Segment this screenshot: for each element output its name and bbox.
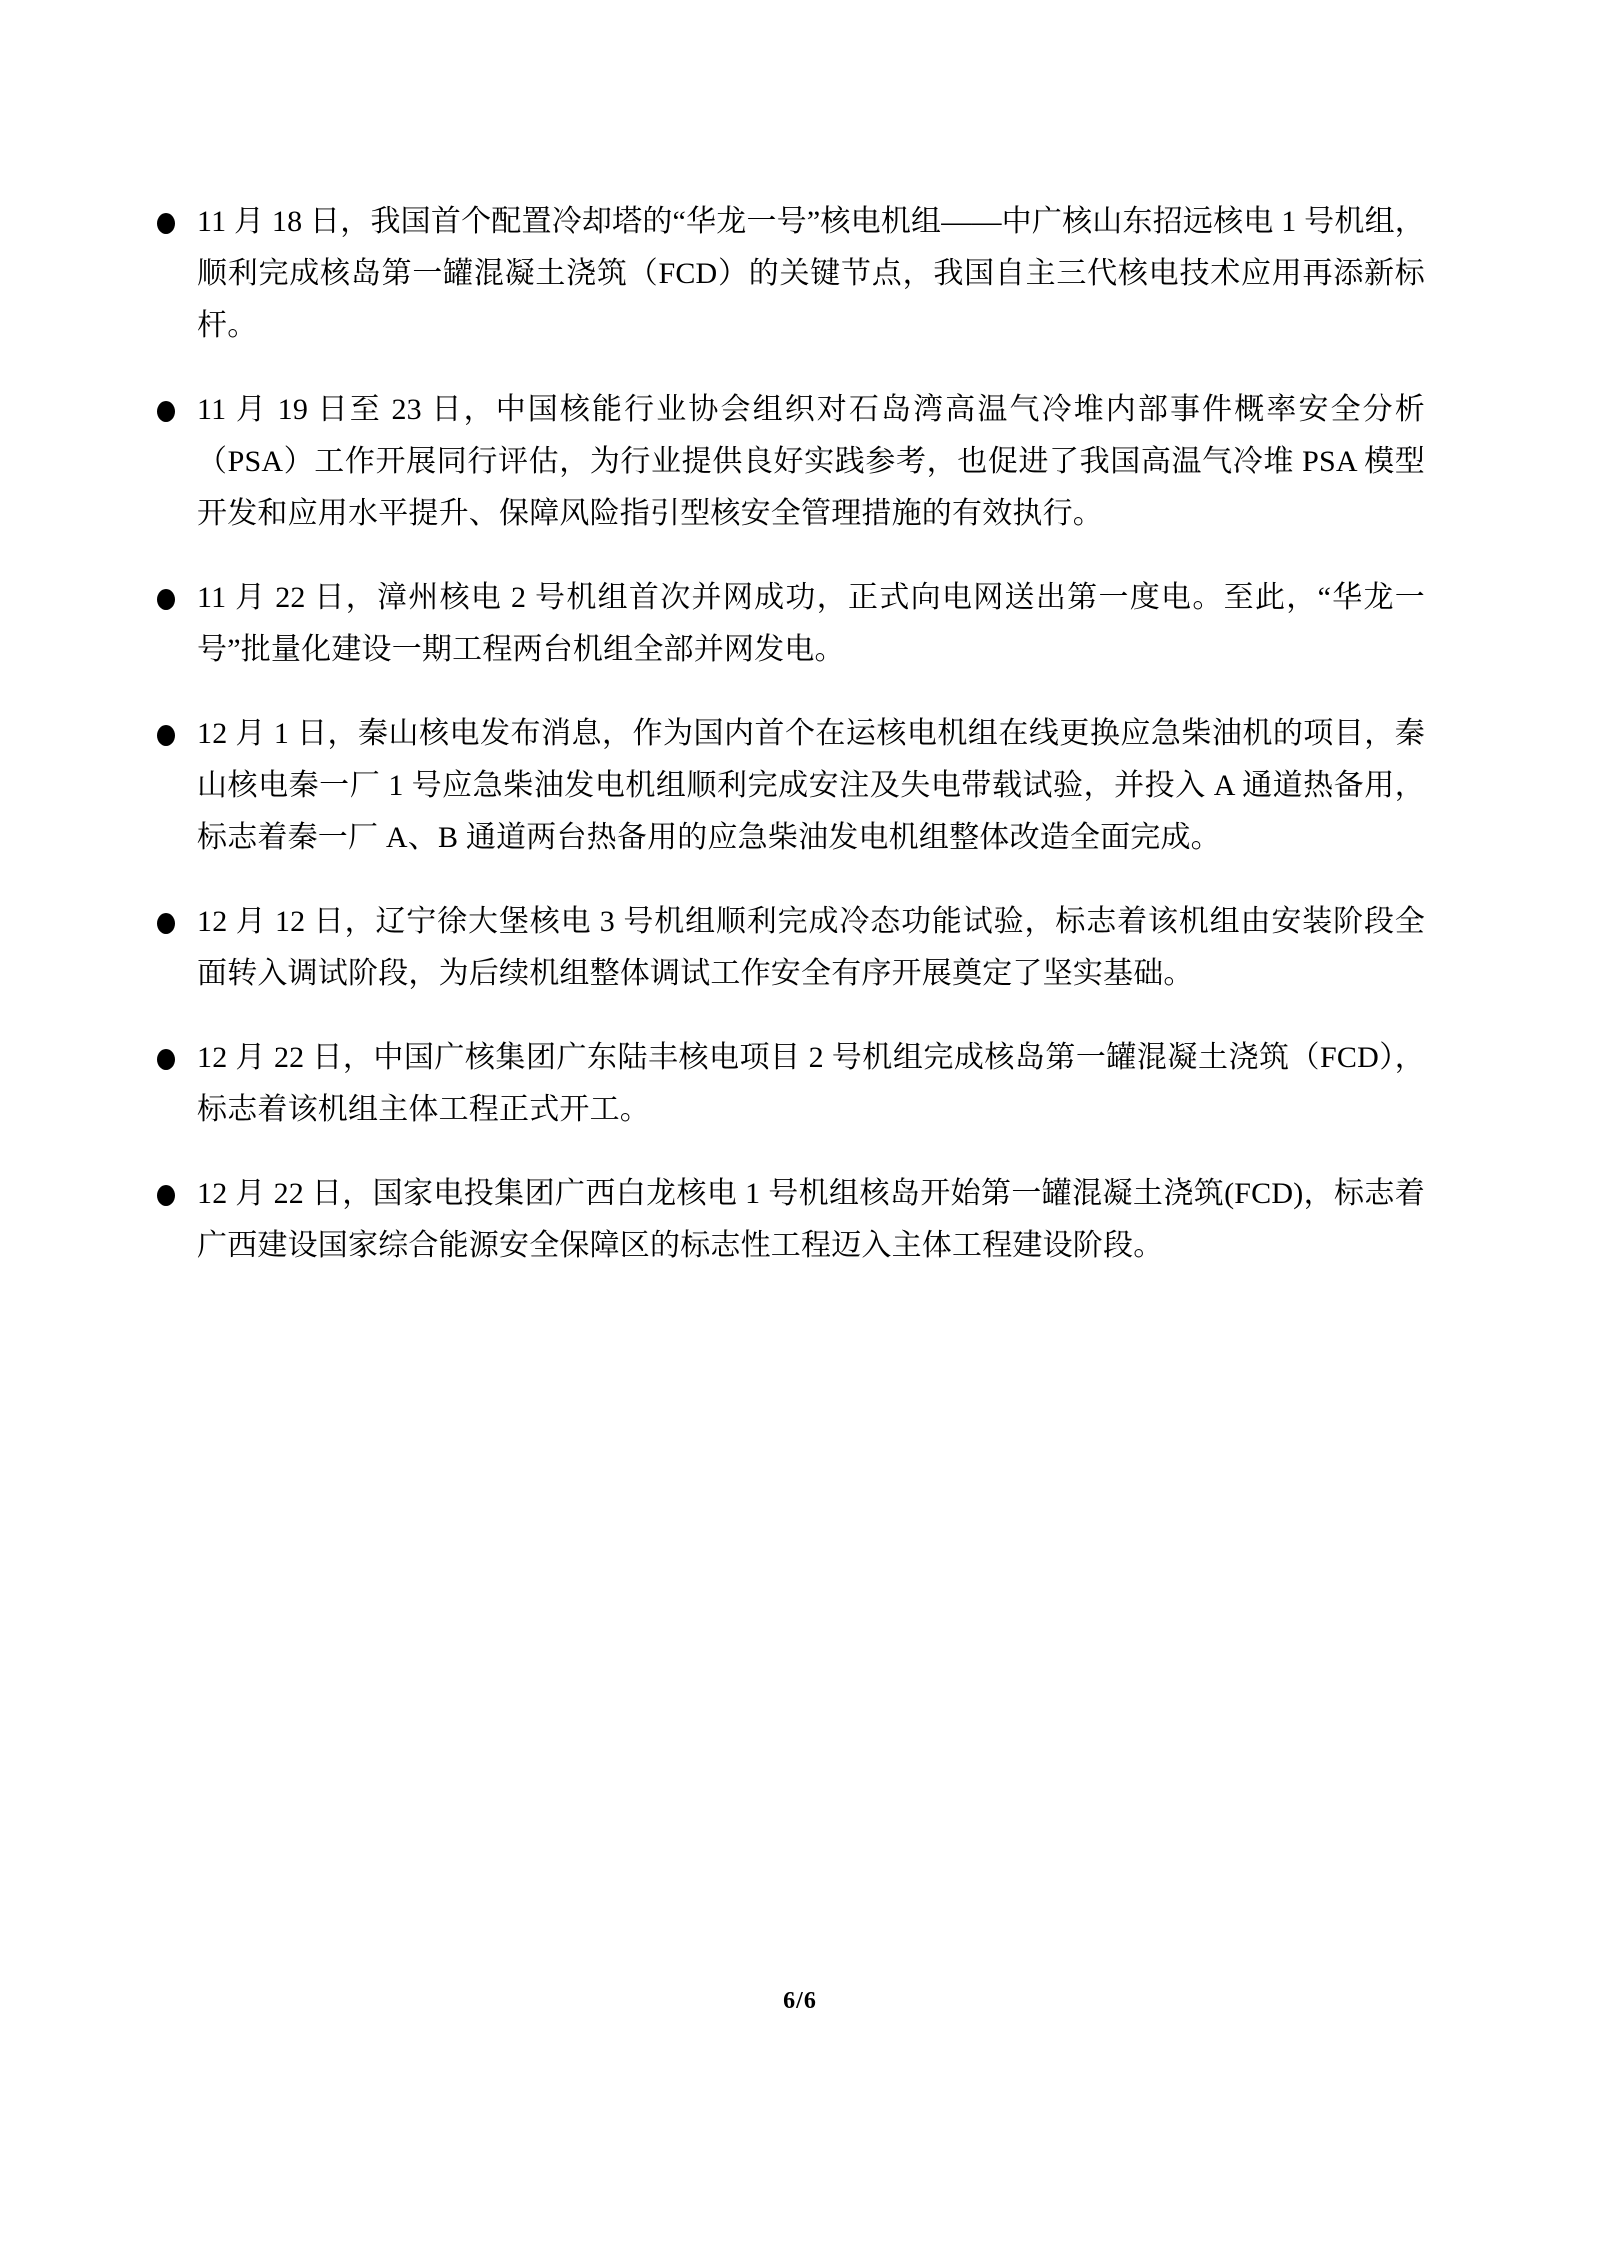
- list-item: [197, 196, 1425, 352]
- bullet-icon: [157, 589, 175, 610]
- list-item: [197, 708, 1425, 864]
- bullet-icon: [157, 725, 175, 746]
- bullet-text: 12 月 22 日，国家电投集团广西白龙核电 1 号机组核岛开始第一罐混凝土浇筑(FCD)，标志着广西建设国家综合能源安全保障区的标志性工程迈入主体工程建设阶段。: [197, 1177, 1425, 1262]
- list-item: [197, 572, 1425, 676]
- bullet-text: 11 月 18 日，我国首个配置冷却塔的“华龙一号”核电机组——中广核山东招远核电 1 号机组，顺利完成核岛第一罐混凝土浇筑（FCD）的关键节点，我国自主三代核电技术应用再添新标杆。: [197, 205, 1425, 342]
- list-item: [197, 896, 1425, 1000]
- list-item: [197, 1168, 1425, 1272]
- bullet-list: [197, 196, 1425, 1304]
- bullet-icon: [157, 1049, 175, 1070]
- bullet-text: 12 月 1 日，秦山核电发布消息，作为国内首个在运核电机组在线更换应急柴油机的项目，秦山核电秦一厂 1 号应急柴油发电机组顺利完成安注及失电带载试验，并投入 A 通道热备用，标志着秦一厂 A、B 通道两台热备用的应急柴油发电机组整体改造全面完成。: [197, 717, 1425, 854]
- list-item: [197, 384, 1425, 540]
- page-number: 6/6: [783, 1988, 817, 2014]
- bullet-text: 11 月 19 日至 23 日，中国核能行业协会组织对石岛湾高温气冷堆内部事件概率安全分析（PSA）工作开展同行评估，为行业提供良好实践参考，也促进了我国高温气冷堆 PSA 模型开发和应用水平提升、保障风险指引型核安全管理措施的有效执行。: [197, 393, 1425, 530]
- page-footer: [0, 1988, 1600, 2015]
- bullet-text: 12 月 22 日，中国广核集团广东陆丰核电项目 2 号机组完成核岛第一罐混凝土浇筑（FCD），标志着该机组主体工程正式开工。: [197, 1041, 1425, 1126]
- bullet-text: 12 月 12 日，辽宁徐大堡核电 3 号机组顺利完成冷态功能试验，标志着该机组由安装阶段全面转入调试阶段，为后续机组整体调试工作安全有序开展奠定了坚实基础。: [197, 905, 1425, 990]
- bullet-icon: [157, 401, 175, 422]
- bullet-icon: [157, 1185, 175, 1206]
- bullet-text: 11 月 22 日，漳州核电 2 号机组首次并网成功，正式向电网送出第一度电。至此，“华龙一号”批量化建设一期工程两台机组全部并网发电。: [197, 581, 1425, 666]
- bullet-icon: [157, 913, 175, 934]
- list-item: [197, 1032, 1425, 1136]
- bullet-icon: [157, 213, 175, 234]
